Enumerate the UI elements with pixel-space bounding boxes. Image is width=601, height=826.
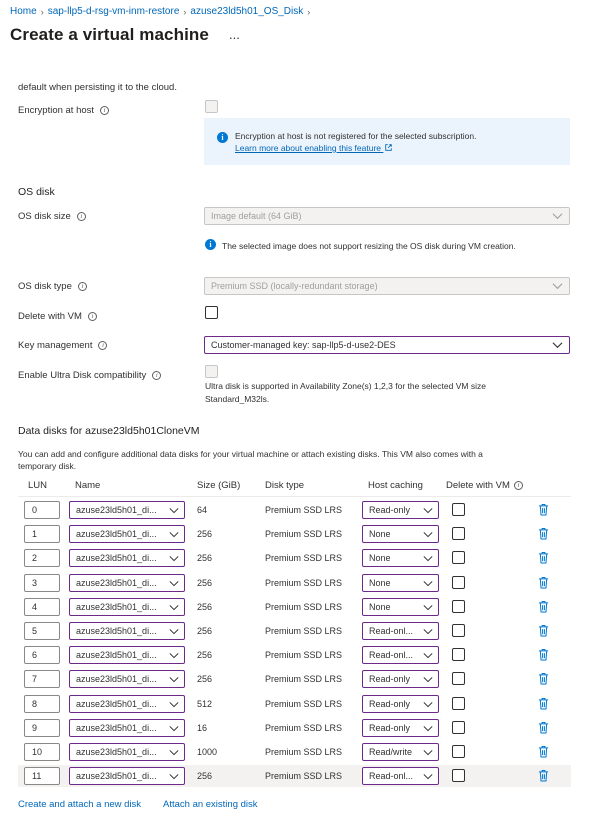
- trash-icon[interactable]: [538, 769, 549, 782]
- disk-type: Premium SSD LRS: [265, 577, 343, 588]
- os-disk-size-label-text: OS disk size: [18, 211, 71, 222]
- delete-with-vm-checkbox[interactable]: [452, 551, 465, 564]
- delete-with-vm-checkbox[interactable]: [452, 527, 465, 540]
- disk-size: 1000: [197, 747, 218, 757]
- os-disk-size-select[interactable]: [204, 207, 570, 225]
- breadcrumb-os-disk[interactable]: azuse23ld5h01_OS_Disk: [190, 6, 304, 17]
- ultra-disk-checkbox[interactable]: [205, 365, 218, 378]
- host-caching-value: Read-only: [369, 698, 411, 709]
- delete-with-vm-checkbox[interactable]: [452, 697, 465, 710]
- host-caching-value: None: [369, 529, 391, 540]
- breadcrumb: [10, 6, 310, 17]
- lun-input[interactable]: 0: [24, 501, 60, 519]
- breadcrumb-home[interactable]: Home: [10, 6, 37, 17]
- trash-icon[interactable]: [538, 624, 549, 637]
- encryption-learn-more-text[interactable]: Learn more about enabling this feature: [235, 143, 382, 153]
- chevron-down-icon: [423, 773, 433, 780]
- disk-size: 256: [197, 601, 213, 612]
- disk-type: Premium SSD LRS: [265, 674, 343, 685]
- column-header-name: Name: [75, 480, 101, 491]
- key-management-label: [18, 340, 107, 351]
- os-disk-type-value: Premium SSD (locally-redundant storage): [211, 281, 378, 291]
- disk-type: Premium SSD LRS: [265, 771, 343, 782]
- trash-icon[interactable]: [538, 745, 549, 758]
- column-header-delete-with-vm: [446, 480, 523, 491]
- chevron-down-icon: [552, 341, 563, 349]
- chevron-down-icon: [423, 749, 433, 756]
- delete-with-vm-checkbox[interactable]: [452, 600, 465, 613]
- breadcrumb-resource-group[interactable]: sap-llp5-d-rsg-vm-inm-restore: [47, 6, 180, 17]
- chevron-down-icon: [423, 701, 433, 708]
- disk-type: Premium SSD LRS: [265, 529, 343, 540]
- lun-input[interactable]: 9: [24, 719, 60, 737]
- data-disks-description-line1: You can add and configure additional data disks for your virtual machine or attach existing disks. This VM also comes with a: [18, 449, 483, 459]
- os-disk-type-select[interactable]: [204, 277, 570, 295]
- table-row: [18, 717, 571, 739]
- host-caching-select[interactable]: [362, 646, 439, 664]
- disk-size: 256: [197, 650, 213, 661]
- trash-icon[interactable]: [538, 551, 549, 564]
- disk-name-select[interactable]: [69, 767, 185, 785]
- disk-name-value: azuse23ld5h01_di...: [76, 747, 157, 757]
- info-icon[interactable]: i: [98, 341, 107, 350]
- disk-name-value: azuse23ld5h01_di...: [76, 601, 157, 612]
- host-caching-select[interactable]: [362, 598, 439, 616]
- lun-input[interactable]: 2: [24, 549, 60, 567]
- info-icon[interactable]: i: [88, 312, 97, 321]
- info-circle-icon: i: [205, 239, 216, 250]
- host-caching-select[interactable]: [362, 767, 439, 785]
- table-row: [18, 572, 571, 594]
- host-caching-value: Read-onl...: [369, 626, 414, 636]
- lun-input[interactable]: 1: [24, 525, 60, 543]
- lun-input[interactable]: 10: [24, 743, 60, 761]
- delete-with-vm-checkbox[interactable]: [452, 672, 465, 685]
- info-icon[interactable]: i: [514, 481, 523, 490]
- delete-with-vm-checkbox[interactable]: [452, 503, 465, 516]
- disk-name-value: azuse23ld5h01_di...: [76, 771, 157, 782]
- table-row: [18, 693, 571, 715]
- delete-with-vm-label-text: Delete with VM: [18, 311, 82, 322]
- host-caching-value: Read-only: [369, 674, 411, 685]
- chevron-down-icon: [552, 212, 563, 220]
- lun-input[interactable]: 5: [24, 622, 60, 640]
- chevron-down-icon: [423, 628, 433, 635]
- disk-type: Premium SSD LRS: [265, 650, 343, 661]
- host-caching-select[interactable]: [362, 525, 439, 543]
- column-header-disk-type: Disk type: [265, 480, 305, 491]
- delete-with-vm-checkbox[interactable]: [452, 576, 465, 589]
- trash-icon[interactable]: [538, 503, 549, 516]
- disk-name-value: azuse23ld5h01_di...: [76, 529, 157, 540]
- key-management-label-text: Key management: [18, 340, 93, 351]
- ultra-disk-label-text: Enable Ultra Disk compatibility: [18, 370, 147, 381]
- attach-existing-disk-link[interactable]: Attach an existing disk: [163, 799, 258, 810]
- table-row: [18, 547, 571, 569]
- disk-name-value: azuse23ld5h01_di...: [76, 722, 157, 733]
- disk-type: Premium SSD LRS: [265, 698, 343, 709]
- os-disk-size-value: Image default (64 GiB): [211, 211, 302, 221]
- host-caching-select[interactable]: [362, 501, 439, 519]
- host-caching-value: Read-onl...: [369, 771, 414, 782]
- encryption-learn-more-link[interactable]: [235, 143, 392, 153]
- disk-type: Premium SSD LRS: [265, 626, 343, 636]
- disk-name-select[interactable]: [69, 670, 185, 688]
- delete-with-vm-checkbox[interactable]: [452, 648, 465, 661]
- chevron-down-icon: [423, 507, 433, 514]
- disk-size: 256: [197, 553, 213, 564]
- chevron-down-icon: [169, 507, 179, 514]
- trash-icon[interactable]: [538, 648, 549, 661]
- delete-with-vm-label: [18, 311, 97, 322]
- disk-name-select[interactable]: [69, 549, 185, 567]
- table-header-divider: [18, 496, 571, 497]
- table-row: [18, 620, 571, 642]
- encryption-at-host-label: [18, 105, 109, 116]
- delete-with-vm-checkbox[interactable]: [452, 769, 465, 782]
- breadcrumb-chevron-icon: ›: [183, 6, 187, 17]
- disk-size: 256: [197, 577, 213, 588]
- disk-type: Premium SSD LRS: [265, 722, 343, 733]
- chevron-down-icon: [169, 652, 179, 659]
- disk-size: 512: [197, 698, 213, 709]
- trash-icon[interactable]: [538, 697, 549, 710]
- encryption-info-message: Encryption at host is not registered for the selected subscription.: [235, 131, 477, 141]
- disk-name-select[interactable]: [69, 719, 185, 737]
- disk-type: Premium SSD LRS: [265, 553, 343, 564]
- lun-input[interactable]: 4: [24, 598, 60, 616]
- disk-type: Premium SSD LRS: [265, 601, 343, 612]
- ultra-disk-label: [18, 370, 161, 381]
- trash-icon[interactable]: [538, 576, 549, 589]
- table-row: [18, 499, 571, 521]
- disk-name-select[interactable]: [69, 646, 185, 664]
- host-caching-value: None: [369, 553, 391, 564]
- encryption-info-box: [204, 118, 570, 165]
- chevron-down-icon: [169, 773, 179, 780]
- chevron-down-icon: [423, 555, 433, 562]
- data-disks-description-line2: temporary disk.: [18, 461, 77, 471]
- disk-name-value: azuse23ld5h01_di...: [76, 650, 157, 661]
- table-row: [18, 668, 571, 690]
- host-caching-select[interactable]: [362, 695, 439, 713]
- host-caching-select[interactable]: [362, 743, 439, 761]
- disk-name-select[interactable]: [69, 743, 185, 761]
- host-caching-select[interactable]: [362, 670, 439, 688]
- chevron-down-icon: [169, 555, 179, 562]
- info-icon[interactable]: i: [100, 106, 109, 115]
- disk-name-select[interactable]: [69, 574, 185, 592]
- host-caching-value: Read-onl...: [369, 650, 414, 661]
- disk-name-select[interactable]: [69, 501, 185, 519]
- chevron-down-icon: [423, 604, 433, 611]
- encryption-at-host-label-text: Encryption at host: [18, 105, 95, 116]
- data-disks-heading: Data disks for azuse23ld5h01CloneVM: [18, 425, 200, 437]
- chevron-down-icon: [552, 282, 563, 290]
- info-icon[interactable]: i: [78, 282, 87, 291]
- disk-name-value: azuse23ld5h01_di...: [76, 505, 157, 515]
- chevron-down-icon: [423, 652, 433, 659]
- disk-name-value: azuse23ld5h01_di...: [76, 553, 157, 564]
- disk-size: 256: [197, 771, 213, 782]
- table-row: [18, 741, 571, 763]
- chevron-down-icon: [169, 701, 179, 708]
- table-row: [18, 523, 571, 545]
- column-header-lun: LUN: [28, 480, 48, 491]
- column-header-delete-text: Delete with VM: [446, 480, 510, 491]
- lun-input[interactable]: 3: [24, 574, 60, 592]
- disk-name-value: azuse23ld5h01_di...: [76, 674, 157, 685]
- disk-name-value: azuse23ld5h01_di...: [76, 698, 157, 709]
- delete-with-vm-checkbox[interactable]: [452, 745, 465, 758]
- lun-input[interactable]: 11: [24, 767, 60, 785]
- external-link-icon: [385, 144, 392, 151]
- table-row: [18, 596, 571, 618]
- breadcrumb-chevron-icon: ›: [307, 6, 311, 17]
- host-caching-value: Read/write: [369, 747, 413, 757]
- disk-name-select[interactable]: [69, 622, 185, 640]
- trash-icon[interactable]: [538, 672, 549, 685]
- lun-input[interactable]: 6: [24, 646, 60, 664]
- column-header-host-caching: Host caching: [368, 480, 423, 491]
- chevron-down-icon: [169, 628, 179, 635]
- host-caching-select[interactable]: [362, 574, 439, 592]
- disk-type: Premium SSD LRS: [265, 747, 343, 757]
- lun-input[interactable]: 7: [24, 670, 60, 688]
- page-title: Create a virtual machine: [10, 25, 209, 44]
- key-management-select[interactable]: [204, 336, 570, 354]
- os-disk-size-label: [18, 211, 86, 222]
- host-caching-select[interactable]: [362, 549, 439, 567]
- os-disk-size-info: The selected image does not support resizing the OS disk during VM creation.: [222, 241, 516, 251]
- create-attach-new-disk-link[interactable]: Create and attach a new disk: [18, 799, 142, 810]
- chevron-down-icon: [423, 531, 433, 538]
- os-disk-delete-with-vm-checkbox[interactable]: [205, 306, 218, 319]
- disk-name-select[interactable]: [69, 525, 185, 543]
- delete-with-vm-checkbox[interactable]: [452, 721, 465, 734]
- disk-name-value: azuse23ld5h01_di...: [76, 577, 157, 588]
- disk-type: Premium SSD LRS: [265, 505, 343, 515]
- disk-name-select[interactable]: [69, 598, 185, 616]
- lun-input[interactable]: 8: [24, 695, 60, 713]
- chevron-down-icon: [169, 725, 179, 732]
- host-caching-value: Read-only: [369, 505, 411, 515]
- disk-size: 256: [197, 626, 213, 636]
- chevron-down-icon: [169, 580, 179, 587]
- os-disk-type-label: [18, 281, 87, 292]
- info-circle-icon: i: [217, 132, 228, 143]
- host-caching-select[interactable]: [362, 622, 439, 640]
- more-options-icon[interactable]: ...: [229, 27, 240, 42]
- chevron-down-icon: [169, 749, 179, 756]
- os-disk-type-label-text: OS disk type: [18, 281, 72, 292]
- host-caching-select[interactable]: [362, 719, 439, 737]
- delete-with-vm-checkbox[interactable]: [452, 624, 465, 637]
- chevron-down-icon: [423, 725, 433, 732]
- host-caching-value: None: [369, 601, 391, 612]
- host-caching-value: Read-only: [369, 722, 411, 733]
- host-caching-value: None: [369, 577, 391, 588]
- info-icon[interactable]: i: [77, 212, 86, 221]
- disk-name-select[interactable]: [69, 695, 185, 713]
- cut-off-text: default when persisting it to the cloud.: [18, 82, 177, 93]
- chevron-down-icon: [423, 580, 433, 587]
- breadcrumb-chevron-icon: ›: [40, 6, 44, 17]
- trash-icon[interactable]: [538, 721, 549, 734]
- key-management-value: Customer-managed key: sap-llp5-d-use2-DES: [211, 340, 396, 350]
- chevron-down-icon: [169, 676, 179, 683]
- column-header-size: Size (GiB): [197, 480, 241, 491]
- chevron-down-icon: [169, 604, 179, 611]
- disk-size: 256: [197, 529, 213, 540]
- disk-name-value: azuse23ld5h01_di...: [76, 626, 157, 636]
- info-icon[interactable]: i: [152, 371, 161, 380]
- ultra-disk-hint-line1: Ultra disk is supported in Availability Zone(s) 1,2,3 for the selected VM size: [205, 381, 486, 391]
- chevron-down-icon: [423, 676, 433, 683]
- disk-size: 16: [197, 722, 208, 733]
- chevron-down-icon: [169, 531, 179, 538]
- trash-icon[interactable]: [538, 600, 549, 613]
- os-disk-heading: OS disk: [18, 186, 55, 198]
- table-row: [18, 644, 571, 666]
- trash-icon[interactable]: [538, 527, 549, 540]
- table-row: [18, 765, 571, 787]
- encryption-at-host-checkbox[interactable]: [205, 100, 218, 113]
- disk-size: 64: [197, 505, 208, 515]
- ultra-disk-hint-line2: Standard_M32ls.: [205, 394, 270, 404]
- disk-size: 256: [197, 674, 213, 685]
